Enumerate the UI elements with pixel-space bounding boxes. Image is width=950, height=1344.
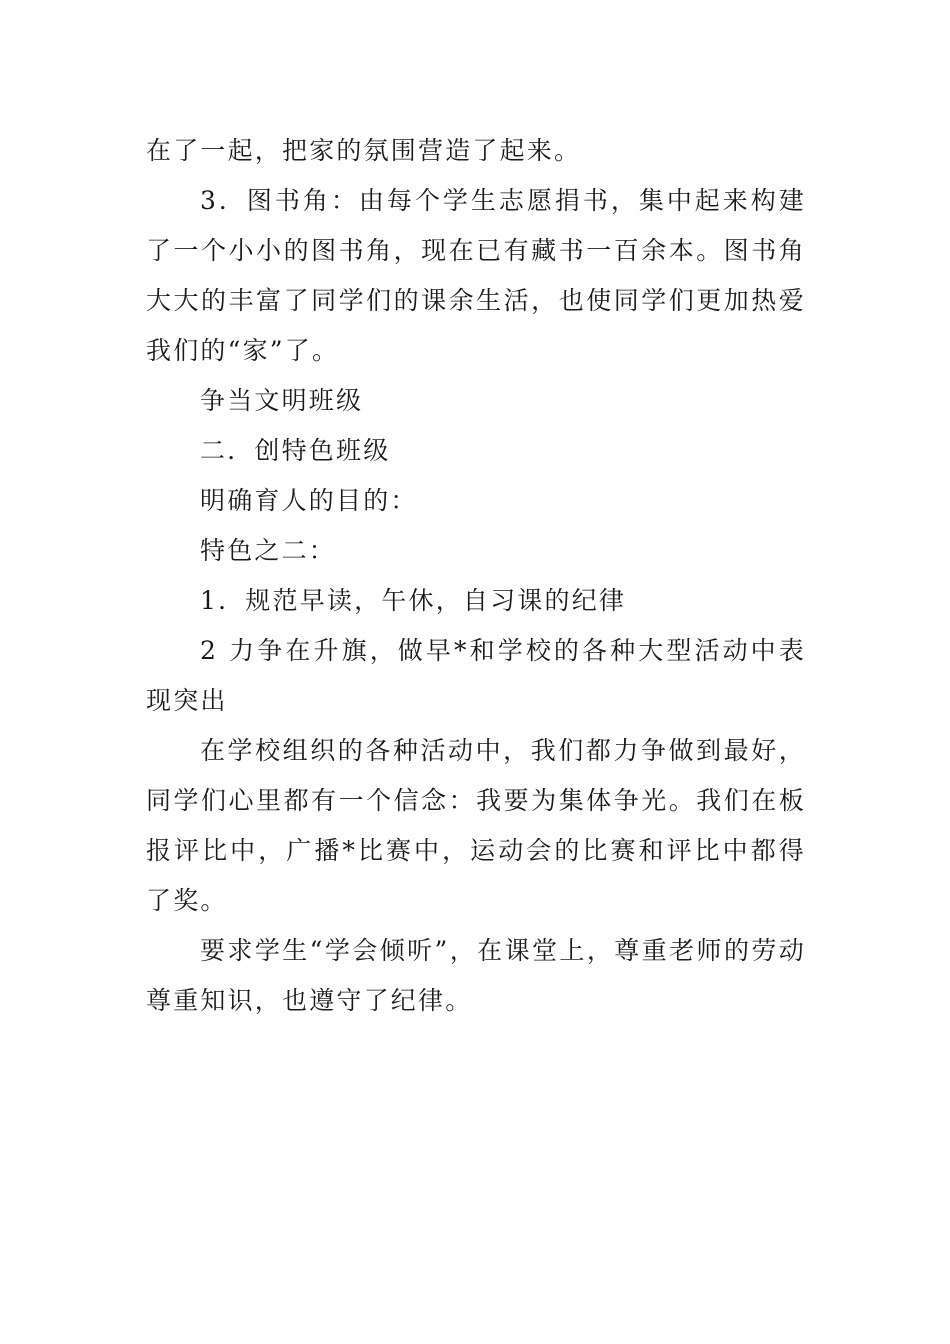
list-item-discipline: 1．规范早读，午休，自习课的纪律 xyxy=(200,586,627,615)
paragraph-continuation: 在了一起，把家的氛围营造了起来。 xyxy=(146,136,582,165)
paragraph-education-goal: 明确育人的目的： xyxy=(200,486,418,515)
list-item-activities: 2 力争在升旗，做早*和学校的各种大型活动中表现突出 xyxy=(146,636,806,715)
paragraph-school-activities: 在学校组织的各种活动中，我们都力争做到最好，同学们心里都有一个信念：我要为集体争光。我们在板报评比中，广播*比赛中，运动会的比赛和评比中都得了奖。 xyxy=(146,736,806,915)
paragraph-library-corner: 3．图书角：由每个学生志愿捐书，集中起来构建了一个小小的图书角，现在已有藏书一百余本。图书角大大的丰富了同学们的课余生活，也使同学们更加热爱我们的“家”了。 xyxy=(146,186,806,365)
document-body xyxy=(146,126,806,1026)
paragraph-civilized-class: 争当文明班级 xyxy=(200,386,364,415)
paragraph-learn-to-listen: 要求学生“学会倾听”，在课堂上，尊重老师的劳动尊重知识，也遵守了纪律。 xyxy=(146,936,806,1015)
paragraph-feature-two: 特色之二： xyxy=(200,536,337,565)
section-heading-featured-class: 二．创特色班级 xyxy=(200,436,391,465)
